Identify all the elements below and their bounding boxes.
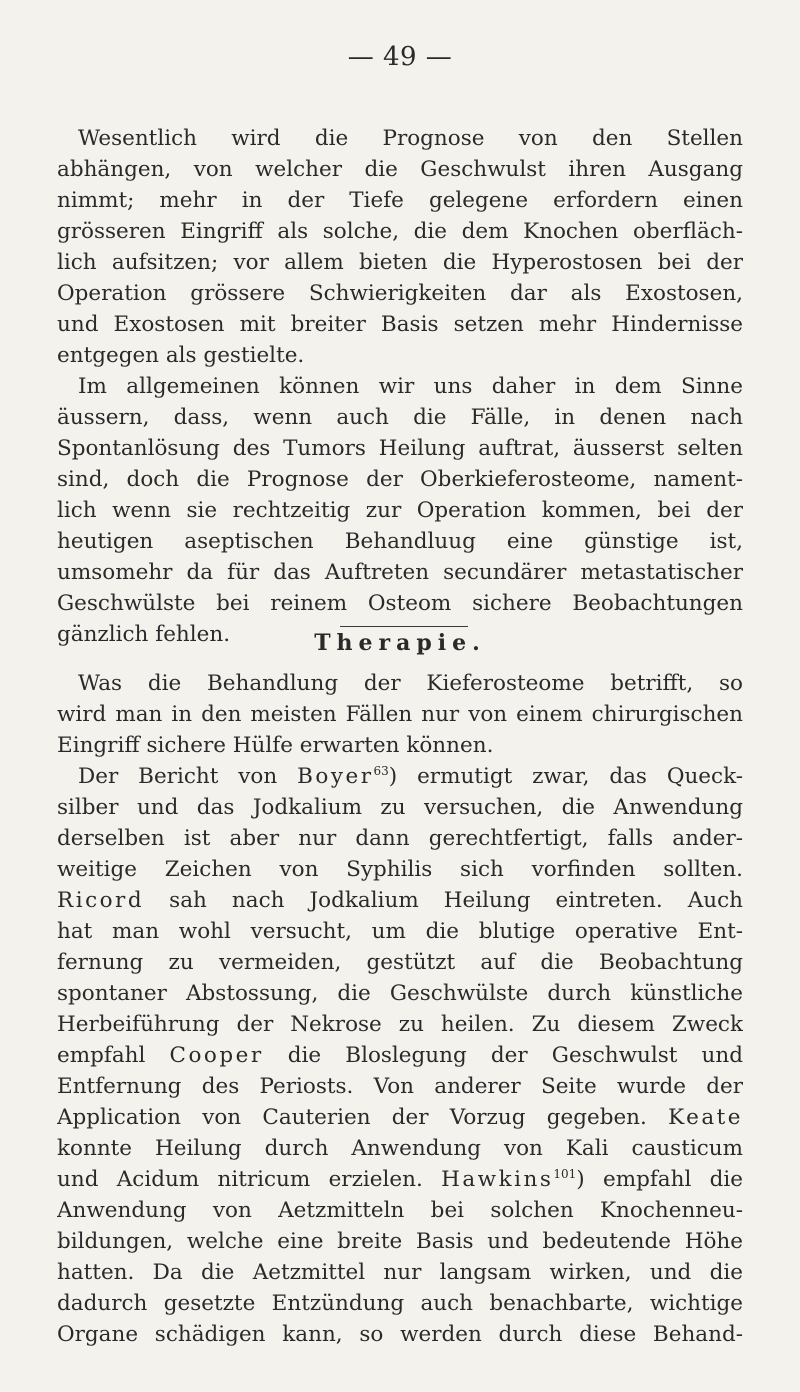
paragraph-methods	[57, 761, 743, 1350]
text-line	[57, 761, 743, 792]
text-line: gänzlich fehlen.	[57, 622, 231, 647]
text-line: umsomehr da für das Auftreten secundärer metastatischer	[57, 560, 743, 585]
text-line: Herbeiführung der Nekrose zu heilen. Zu diesem Zweck	[57, 1012, 743, 1037]
text-line: silber und das Jodkalium zu versuchen, die Anwendung	[57, 795, 743, 820]
text-line	[57, 1102, 743, 1133]
text-line	[57, 1040, 743, 1071]
text-line: heutigen aseptischen Behandluug eine günstige ist,	[57, 529, 743, 554]
text-line: hat man wohl versucht, um die blutige operative Ent-	[57, 919, 743, 944]
line-text: ) ermutigt zwar, das Queck-	[388, 764, 743, 789]
paragraph-prognosis	[57, 123, 743, 371]
text-line: entgegen als gestielte.	[57, 343, 305, 368]
author-name: Hawkins	[441, 1167, 554, 1192]
text-line: derselben ist aber nur dann gerechtfertigt, falls ander-	[57, 826, 743, 851]
text-block-therapy	[57, 668, 743, 1350]
section-heading: Therapie.	[314, 630, 486, 656]
line-text: ) empfahl die	[576, 1167, 743, 1192]
line-text: und Acidum nitricum erzielen.	[57, 1167, 423, 1192]
text-line: lich aufsitzen; vor allem bieten die Hyperostosen bei der	[57, 250, 743, 275]
author-name: Keate	[668, 1105, 743, 1130]
line-text: sah nach Jodkalium Heilung eintreten. Auch	[169, 888, 743, 913]
text-line: Spontanlösung des Tumors Heilung auftrat, äusserst selten	[57, 436, 743, 461]
text-line	[57, 1164, 743, 1195]
text-block-upper	[57, 123, 743, 650]
text-line: Eingriff sichere Hülfe erwarten können.	[57, 733, 494, 758]
author-name: Boyer	[297, 764, 374, 789]
text-line: hatten. Da die Aetzmittel nur langsam wirken, und die	[57, 1260, 743, 1285]
author-name: Cooper	[169, 1043, 264, 1068]
text-line: weitige Zeichen von Syphilis sich vorfinden sollten.	[57, 857, 743, 882]
text-line: Im allgemeinen können wir uns daher in dem Sinne	[78, 374, 743, 399]
text-line: Anwendung von Aetzmitteln bei solchen Knochenneu-	[57, 1198, 743, 1223]
text-line: äussern, dass, wenn auch die Fälle, in denen nach	[57, 405, 743, 430]
text-line: Operation grössere Schwierigkeiten dar als Exostosen,	[57, 281, 743, 306]
text-line: Entfernung des Periosts. Von anderer Seite wurde der	[57, 1074, 743, 1099]
author-name: Ricord	[57, 888, 145, 913]
text-line	[57, 885, 743, 916]
text-line: Wesentlich wird die Prognose von den Stellen	[78, 126, 743, 151]
text-line: abhängen, von welcher die Geschwulst ihren Ausgang	[57, 157, 743, 182]
text-line: konnte Heilung durch Anwendung von Kali causticum	[57, 1136, 743, 1161]
text-line: wird man in den meisten Fällen nur von einem chirurgischen	[57, 702, 743, 727]
text-line: bildungen, welche eine breite Basis und bedeutende Höhe	[57, 1229, 743, 1254]
text-line: sind, doch die Prognose der Oberkieferosteome, nament-	[57, 467, 743, 492]
line-text: Application von Cauterien der Vorzug gegeben.	[57, 1105, 647, 1130]
line-text: die Bloslegung der Geschwulst und	[287, 1043, 743, 1068]
text-line: nimmt; mehr in der Tiefe gelegene erfordern einen	[57, 188, 743, 213]
footnote-reference: 101	[553, 1167, 577, 1181]
page-number: — 49 —	[347, 42, 453, 72]
text-line: grösseren Eingriff als solche, die dem Knochen oberfläch-	[57, 219, 743, 244]
text-line: Was die Behandlung der Kieferosteome betrifft, so	[78, 671, 743, 696]
paragraph-conclusion	[57, 371, 743, 650]
paragraph-treatment	[57, 668, 743, 761]
line-text: empfahl	[57, 1043, 146, 1068]
text-line: fernung zu vermeiden, gestützt auf die Beobachtung	[57, 950, 743, 975]
footnote-reference: 63	[373, 764, 389, 778]
text-line: dadurch gesetzte Entzündung auch benachbarte, wichtige	[57, 1291, 743, 1316]
text-line: und Exostosen mit breiter Basis setzen mehr Hindernisse	[57, 312, 743, 337]
text-line: lich wenn sie rechtzeitig zur Operation kommen, bei der	[57, 498, 743, 523]
text-line: Geschwülste bei reinem Osteom sichere Beobachtungen	[57, 591, 743, 616]
text-line: spontaner Abstossung, die Geschwülste durch künstliche	[57, 981, 743, 1006]
text-line: Organe schädigen kann, so werden durch diese Behand-	[57, 1322, 743, 1347]
line-text: Der Bericht von	[78, 764, 278, 789]
